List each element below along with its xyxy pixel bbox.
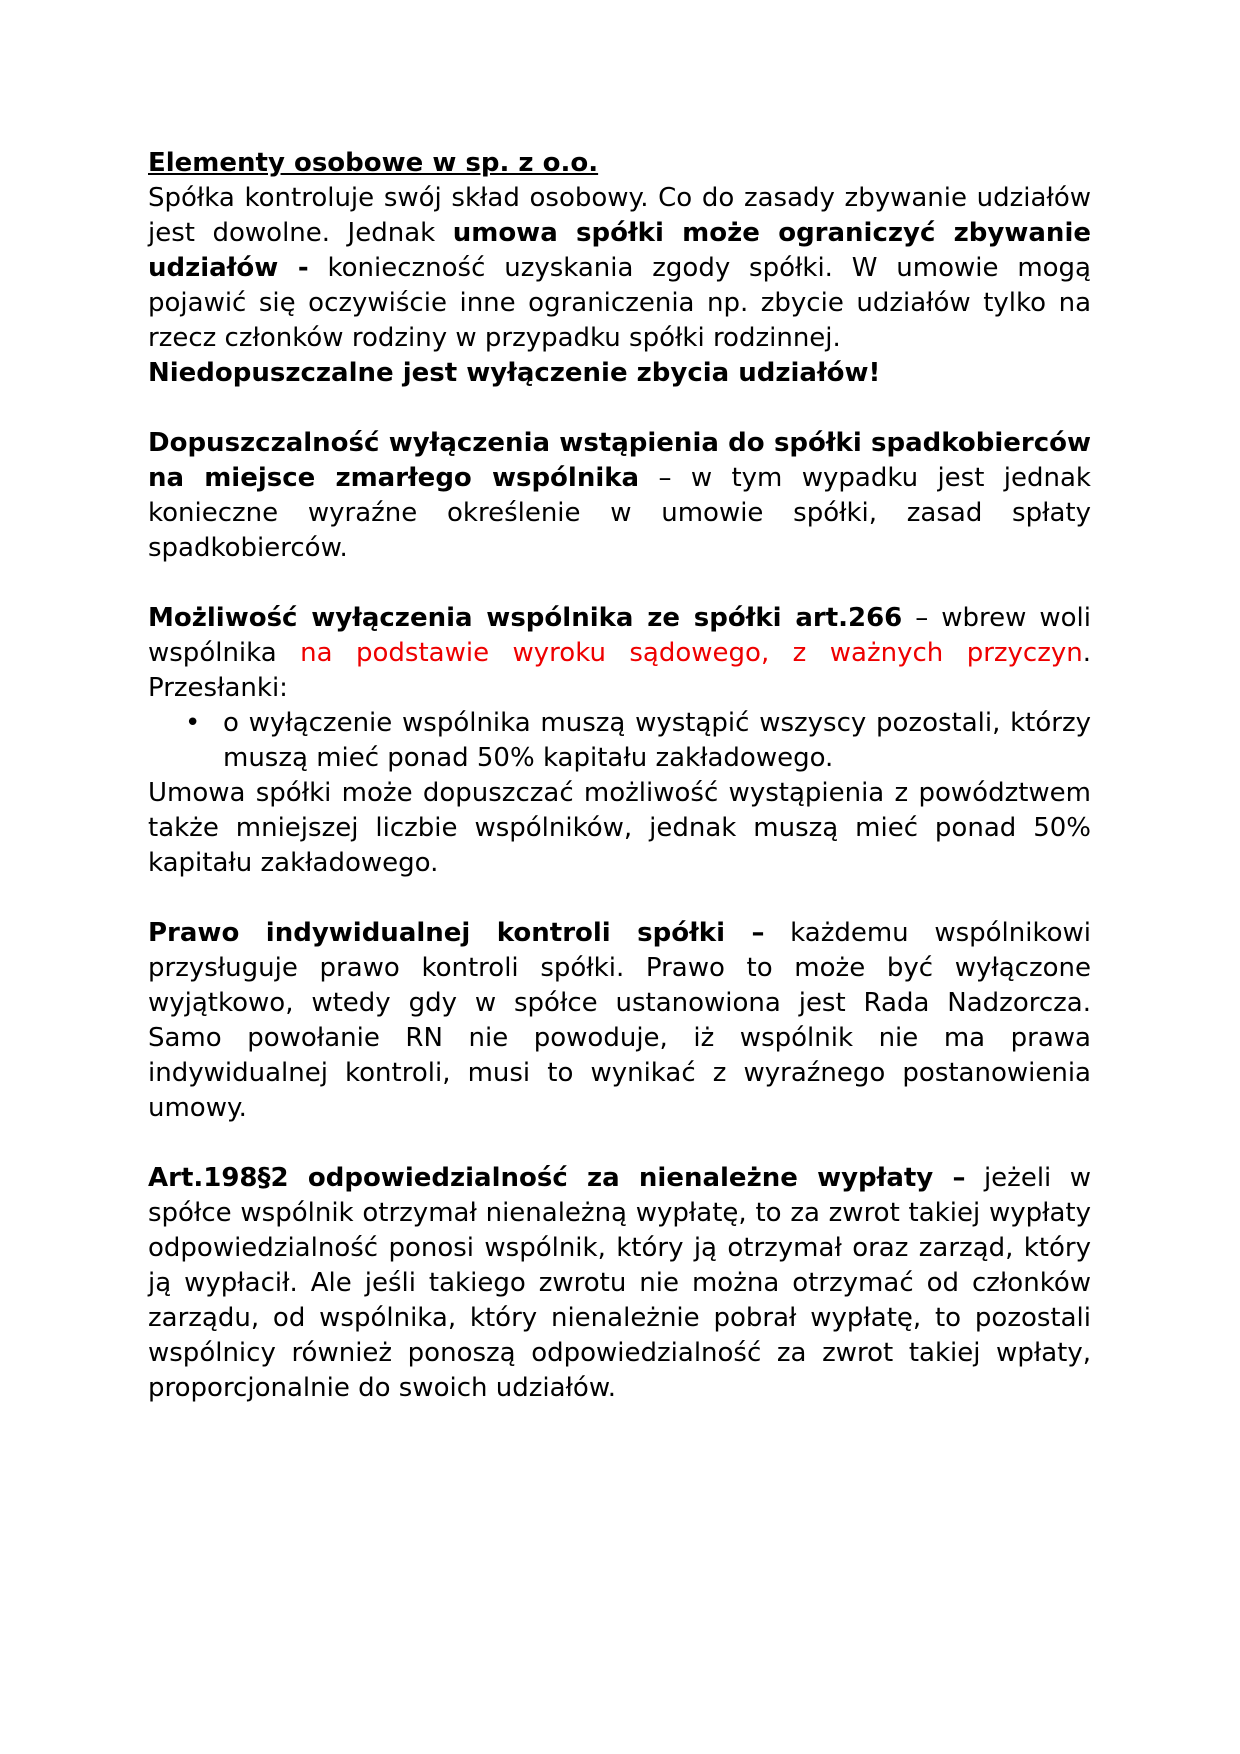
paragraph-shareholders-minority: Umowa spółki może dopuszczać możliwość wystąpienia z powództwem także mniejszej liczbie wspólników, jednak muszą mieć ponad 50% kapitału zakładowego.	[148, 778, 1091, 878]
paragraph-text: konieczność uzyskania zgody spółki. W umowie mogą pojawić się oczywiście inne ograniczenia np. zbycie udziałów tylko na rzecz członków rodziny w przypadku spółki rodzinnej.	[148, 253, 1091, 353]
document-heading: Elementy osobowe w sp. z o.o.	[148, 148, 599, 178]
paragraph-text: każdemu wspólnikowi przysługuje prawo kontroli spółki. Prawo to może być wyłączone wyjątkowo, wtedy gdy w spółce ustanowiona jest Rada Nadzorcza. Samo powołanie RN nie powoduje, iż wspólnik nie ma prawa indywidualnej kontroli, musi to wynikać z wyraźnego postanowienia umowy.	[148, 918, 1092, 1123]
paragraph-text: . Przesłanki:	[148, 638, 1091, 703]
paragraph-heirs	[148, 426, 1091, 566]
bold-phrase: umowa spółki może ograniczyć zbywanie udziałów -	[148, 218, 1091, 283]
paragraph-control-right	[148, 916, 1091, 1126]
paragraph-transfer-of-shares	[148, 181, 1091, 356]
bold-statement: Niedopuszczalne jest wyłączenie zbycia udziałów!	[148, 358, 881, 388]
list-item	[185, 706, 1091, 776]
bullet-list	[148, 706, 1091, 776]
bold-phrase: Art.198§2 odpowiedzialność za nienależne wypłaty –	[148, 1163, 966, 1193]
bold-phrase: Prawo indywidualnej kontroli spółki –	[148, 918, 765, 948]
bold-phrase: Dopuszczalność wyłączenia wstąpienia do spółki spadkobierców na miejsce zmarłego wspólnika	[148, 428, 1091, 493]
list-item-text: o wyłączenie wspólnika muszą wystąpić wszyscy pozostali, którzy muszą mieć ponad 50% kapitału zakładowego.	[223, 708, 1091, 773]
paragraph-exclusion	[148, 601, 1091, 706]
paragraph-text: Spółka kontroluje swój skład osobowy. Co do zasady zbywanie udziałów jest dowolne. Jednak	[148, 183, 1091, 248]
highlighted-phrase: na podstawie wyroku sądowego, z ważnych przyczyn	[300, 638, 1083, 668]
paragraph-text: – wbrew woli wspólnika	[148, 603, 1091, 668]
document-page	[148, 146, 1091, 1406]
bold-phrase: Możliwość wyłączenia wspólnika ze spółki art.266	[148, 603, 903, 633]
bullet-icon: •	[185, 708, 201, 738]
paragraph-text: jeżeli w spółce wspólnik otrzymał nienależną wypłatę, to za zwrot takiej wypłaty odpowiedzialność ponosi wspólnik, który ją otrzymał oraz zarząd, który ją wypłacił. Ale jeśli takiego zwrotu nie można otrzymać od członków zarządu, od wspólnika, który nienależnie pobrał wypłatę, to pozostali wspólnicy również ponoszą odpowiedzialność za zwrot takiej wpłaty, proporcjonalnie do swoich udziałów.	[148, 1163, 1091, 1403]
paragraph-undue-payments	[148, 1161, 1091, 1406]
paragraph-text: – w tym wypadku jest jednak konieczne wyraźne określenie w umowie spółki, zasad spłaty spadkobierców.	[148, 463, 1091, 563]
